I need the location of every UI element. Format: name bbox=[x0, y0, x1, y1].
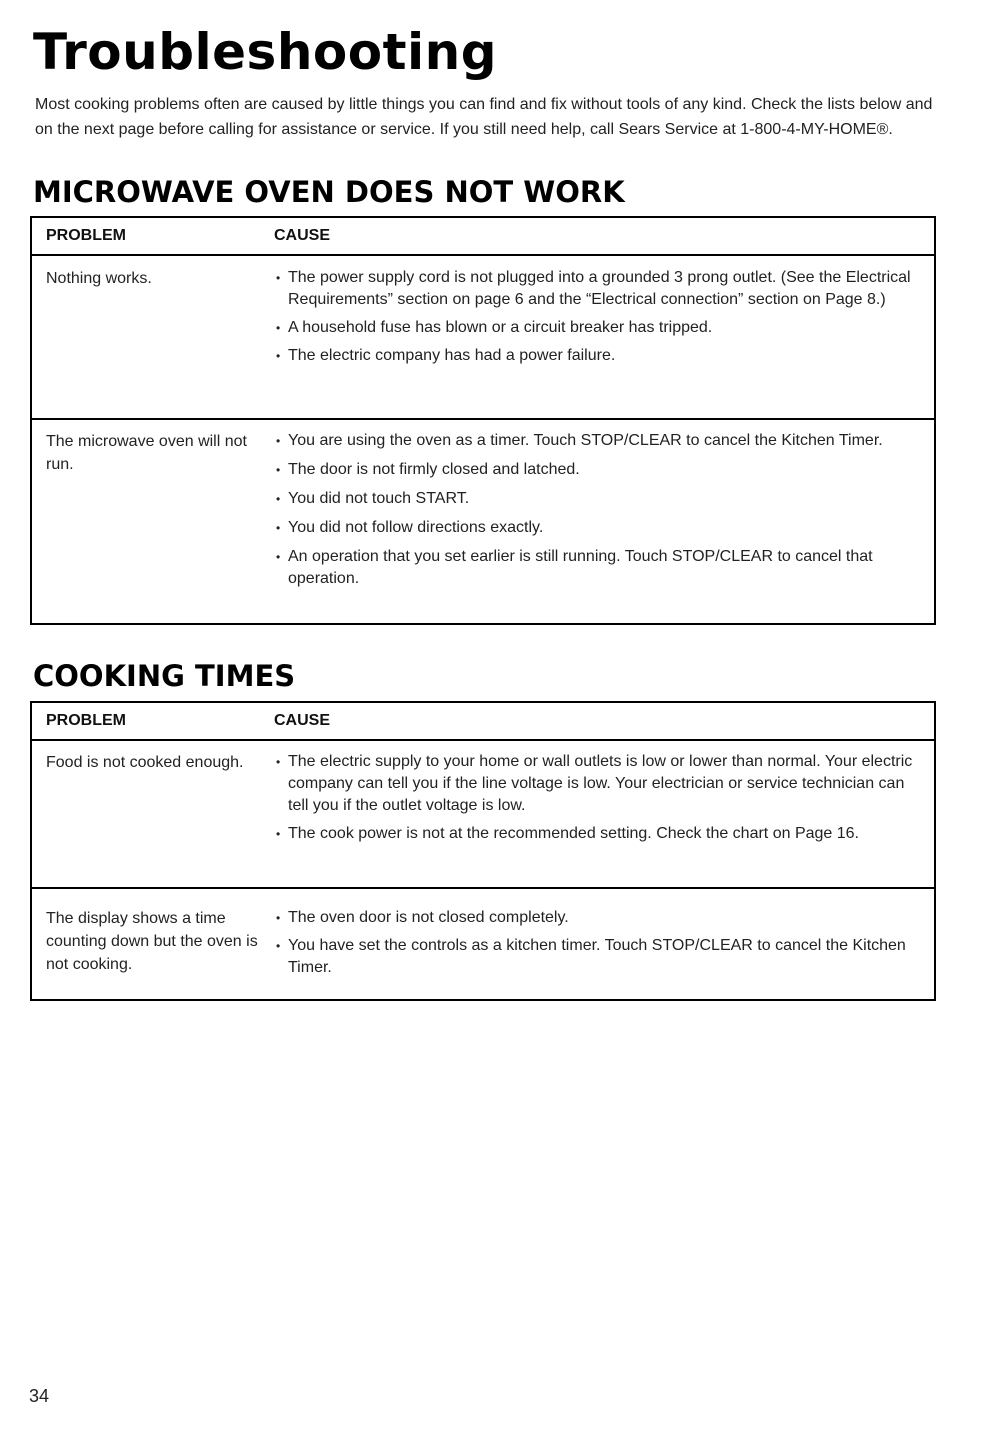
cause-item: • An operation that you set earlier is still running. Touch STOP/CLEAR to cancel that operation. bbox=[276, 546, 926, 590]
troubleshooting-table-microwave bbox=[30, 216, 936, 625]
page-title: Troubleshooting bbox=[33, 23, 498, 81]
page-number: 34 bbox=[29, 1386, 50, 1406]
column-header-problem: PROBLEM bbox=[46, 712, 126, 729]
problem-cell: Food is not cooked enough. bbox=[46, 754, 244, 771]
cause-list bbox=[276, 430, 926, 597]
table-row bbox=[32, 420, 934, 625]
column-header-problem: PROBLEM bbox=[46, 227, 126, 244]
column-header-cause: CAUSE bbox=[274, 712, 331, 729]
table-row bbox=[32, 889, 934, 999]
section-title-microwave-oven-does-not-work: MICROWAVE OVEN DOES NOT WORK bbox=[33, 175, 625, 209]
section-title-cooking-times: COOKING TIMES bbox=[33, 659, 296, 693]
table-row bbox=[32, 741, 934, 889]
problem-cell: The microwave oven will not run. bbox=[46, 433, 247, 473]
table-header bbox=[32, 703, 934, 741]
cause-list bbox=[276, 751, 926, 851]
table-header bbox=[32, 218, 934, 256]
cause-item: • You did not follow directions exactly. bbox=[276, 517, 926, 539]
column-header-cause: CAUSE bbox=[274, 227, 331, 244]
intro-paragraph: Most cooking problems often are caused by little things you can find and fix without tools of any kind. Check the lists below and on the next page before calling for assistance or service. If you still need help, call Sears Service at 1-800-4-MY-HOME®. bbox=[35, 96, 933, 138]
cause-item: • The oven door is not closed completely. bbox=[276, 907, 926, 929]
cause-item: • You are using the oven as a timer. Touch STOP/CLEAR to cancel the Kitchen Timer. bbox=[276, 430, 926, 452]
cause-item: • You did not touch START. bbox=[276, 488, 926, 510]
cause-item: • The electric company has had a power failure. bbox=[276, 345, 926, 367]
cause-list bbox=[276, 907, 926, 985]
cause-item: • A household fuse has blown or a circuit breaker has tripped. bbox=[276, 317, 926, 339]
cause-item: • The electric supply to your home or wall outlets is low or lower than normal. Your electric company can tell you if the line voltage is low. Your electrician or service technician can tell you if the outlet voltage is low. bbox=[276, 751, 926, 817]
table-row bbox=[32, 256, 934, 420]
problem-cell: The display shows a time counting down but the oven is not cooking. bbox=[46, 910, 258, 973]
cause-item: • The power supply cord is not plugged into a grounded 3 prong outlet. (See the Electrical Requirements” section on page 6 and the “Electrical connection” section on Page 8.) bbox=[276, 267, 926, 311]
cause-item: • The cook power is not at the recommended setting. Check the chart on Page 16. bbox=[276, 823, 926, 845]
troubleshooting-table-cooking-times bbox=[30, 701, 936, 1001]
cause-item: • The door is not firmly closed and latched. bbox=[276, 459, 926, 481]
problem-cell: Nothing works. bbox=[46, 270, 152, 287]
cause-list bbox=[276, 267, 926, 373]
cause-item: • You have set the controls as a kitchen timer. Touch STOP/CLEAR to cancel the Kitchen Timer. bbox=[276, 935, 926, 979]
